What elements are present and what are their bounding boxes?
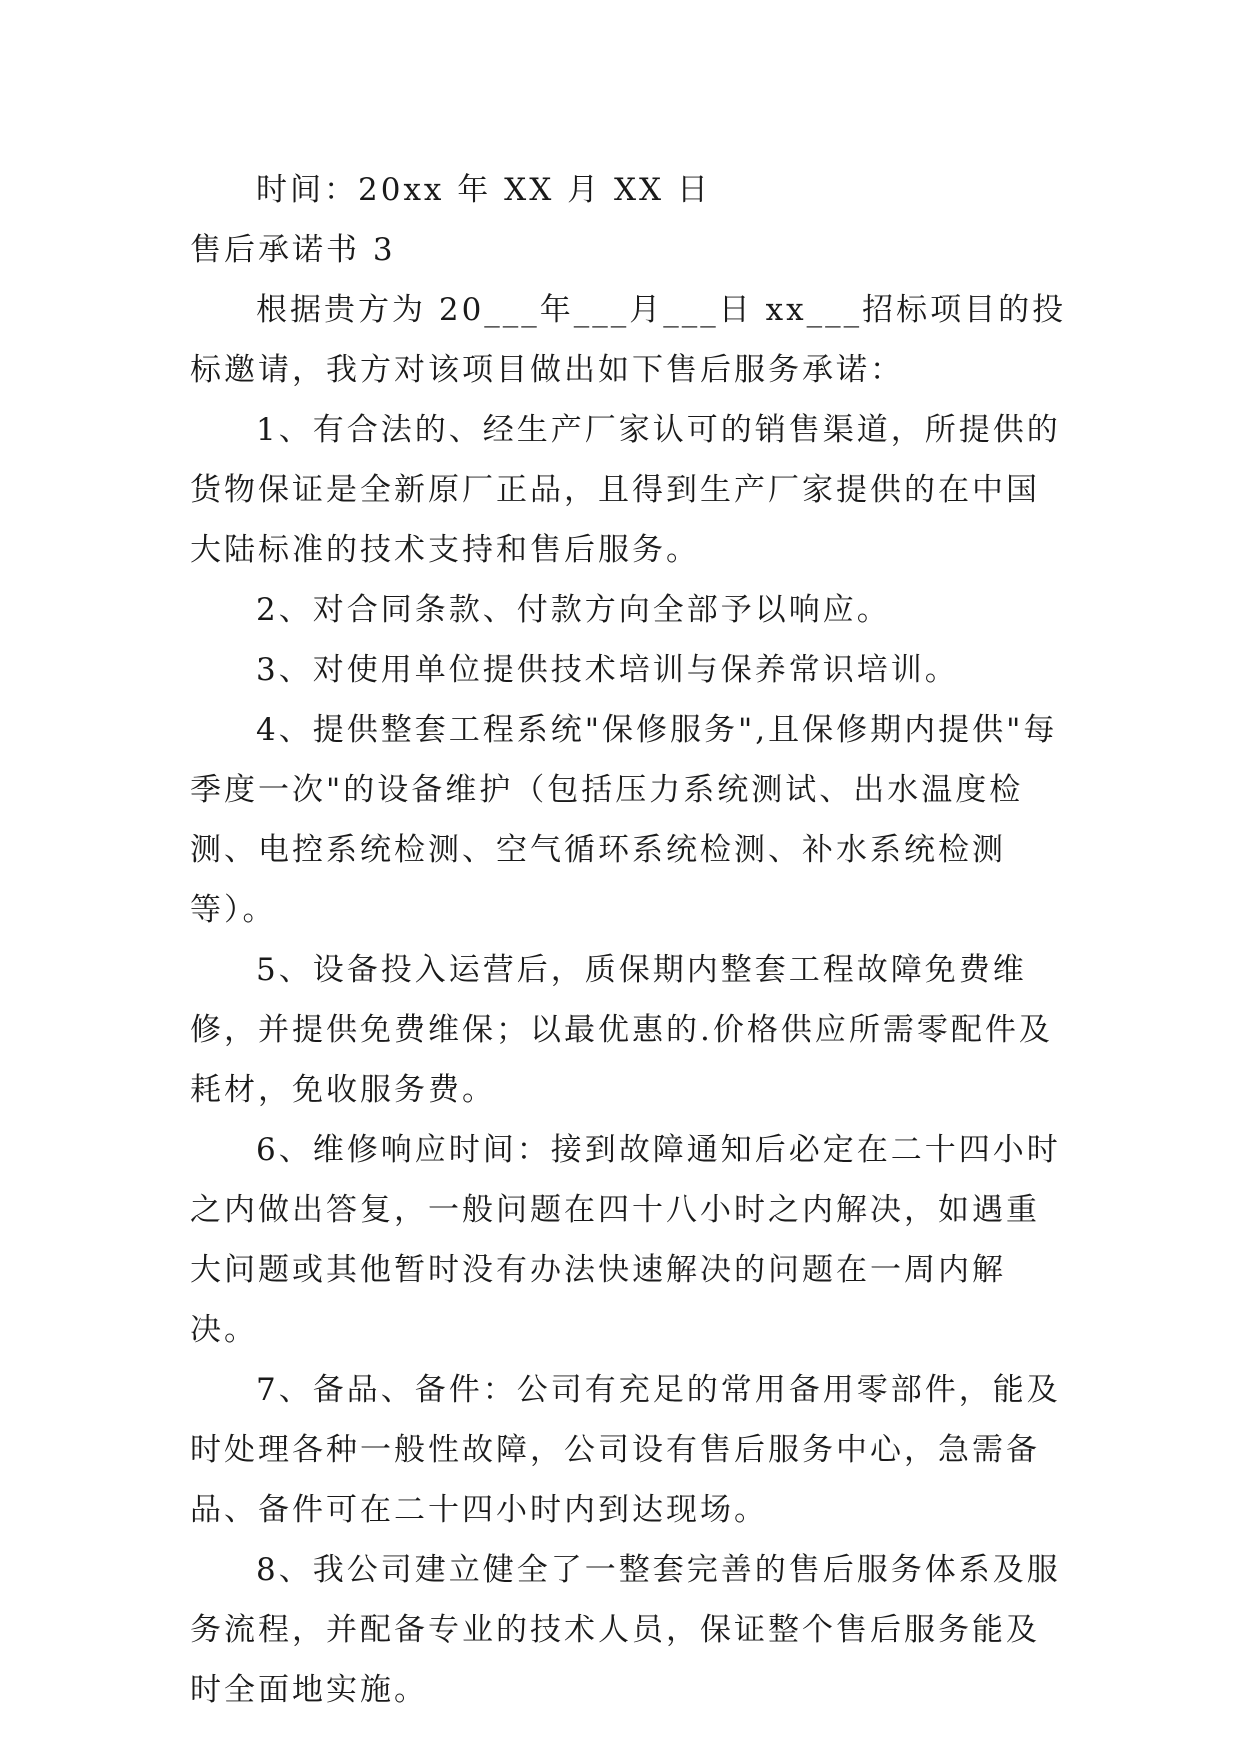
paragraph-item-1: 1、有合法的、经生产厂家认可的销售渠道，所提供的货物保证是全新原厂正品，且得到生产厂家提供的在中国大陆标准的技术支持和售后服务。 xyxy=(190,412,1061,568)
section-title: 售后承诺书 3 xyxy=(190,232,396,268)
date-line: 时间：20xx 年 XX 月 XX 日 xyxy=(256,172,711,208)
paragraph-item-2: 2、对合同条款、付款方向全部予以响应。 xyxy=(256,592,891,628)
paragraph-intro: 根据贵方为 20___年___月___日 xx___招标项目的投标邀请，我方对该项目做出如下售后服务承诺： xyxy=(190,292,1067,388)
paragraph-item-5: 5、设备投入运营后，质保期内整套工程故障免费维修，并提供免费维保；以最优惠的.价格供应所需零配件及耗材，免收服务费。 xyxy=(190,952,1053,1108)
paragraph-item-8: 8、我公司建立健全了一整套完善的售后服务体系及服务流程，并配备专业的技术人员，保证整个售后服务能及时全面地实施。 xyxy=(190,1552,1061,1708)
paragraph-item-3: 3、对使用单位提供技术培训与保养常识培训。 xyxy=(256,652,959,688)
paragraph-item-6: 6、维修响应时间：接到故障通知后必定在二十四小时之内做出答复，一般问题在四十八小时之内解决，如遇重大问题或其他暂时没有办法快速解决的问题在一周内解决。 xyxy=(190,1132,1061,1348)
document-body xyxy=(190,160,1070,1720)
paragraph-item-4: 4、提供整套工程系统"保修服务",且保修期内提供"每季度一次"的设备维护（包括压力系统测试、出水温度检测、电控系统检测、空气循环系统检测、补水系统检测等）。 xyxy=(190,712,1058,928)
paragraph-item-7: 7、备品、备件：公司有充足的常用备用零部件，能及时处理各种一般性故障，公司设有售后服务中心，急需备品、备件可在二十四小时内到达现场。 xyxy=(190,1372,1061,1528)
